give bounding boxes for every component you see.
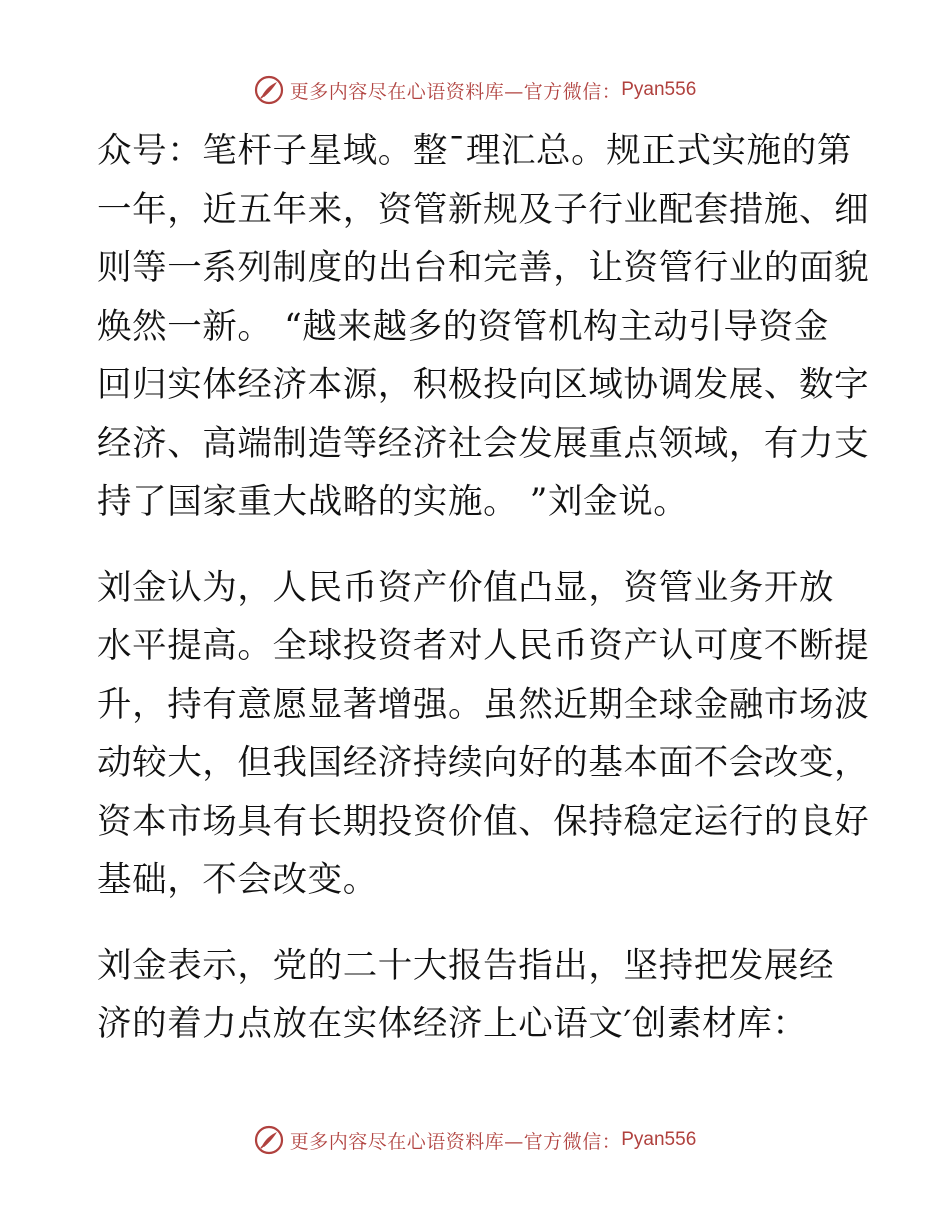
- paragraph-1: [97, 122, 870, 532]
- text-line: 资本市场具有长期投资价值、保持稳定运行的良好: [97, 801, 870, 842]
- footer-wechat-id: Pyan556: [621, 1129, 697, 1150]
- quill-seal-icon: [254, 1125, 284, 1155]
- header-banner-text: 更多内容尽在心语资料库—官方微信：: [289, 80, 622, 103]
- paragraph-2: [97, 559, 870, 910]
- text-line: 一年，近五年来，资管新规及子行业配套措施、细: [97, 189, 870, 230]
- text-line: 持了国家重大战略的实施。 ”刘金说。: [97, 482, 689, 522]
- text-line: 焕然一新。 “越来越多的资管机构主动引导资金: [97, 306, 829, 347]
- text-line: 刘金表示，党的二十大报告指出，坚持把发展经: [97, 945, 835, 986]
- text-line: 济的着力点放在实体经济上心语文′创素材库：: [97, 1004, 808, 1044]
- footer-banner: [0, 1120, 950, 1160]
- header-banner: [0, 70, 950, 110]
- text-line: 众号：笔杆子星域。整¯理汇总。规正式实施的第: [97, 131, 852, 171]
- paragraph-3: [97, 937, 857, 1054]
- text-line: 则等一系列制度的出台和完善，让资管行业的面貌: [97, 248, 870, 288]
- footer-banner-text: 更多内容尽在心语资料库—官方微信：: [289, 1130, 622, 1153]
- text-line: 经济、高端制造等经济社会发展重点领域，有力支: [97, 423, 870, 464]
- text-line: 基础，不会改变。: [97, 860, 378, 900]
- quill-seal-icon: [254, 75, 284, 105]
- document-body: [97, 122, 870, 1054]
- text-line: 水平提高。全球投资者对人民币资产认可度不断提: [97, 626, 870, 666]
- text-line: 刘金认为，人民币资产价值凸显，资管业务开放: [97, 567, 835, 608]
- text-line: 动较大，但我国经济持续向好的基本面不会改变，: [97, 743, 870, 783]
- header-wechat-id: Pyan556: [621, 79, 697, 100]
- text-line: 回归实体经济本源，积极投向区域协调发展、数字: [97, 365, 870, 405]
- text-line: 升，持有意愿显著增强。虽然近期全球金融市场波: [97, 684, 870, 725]
